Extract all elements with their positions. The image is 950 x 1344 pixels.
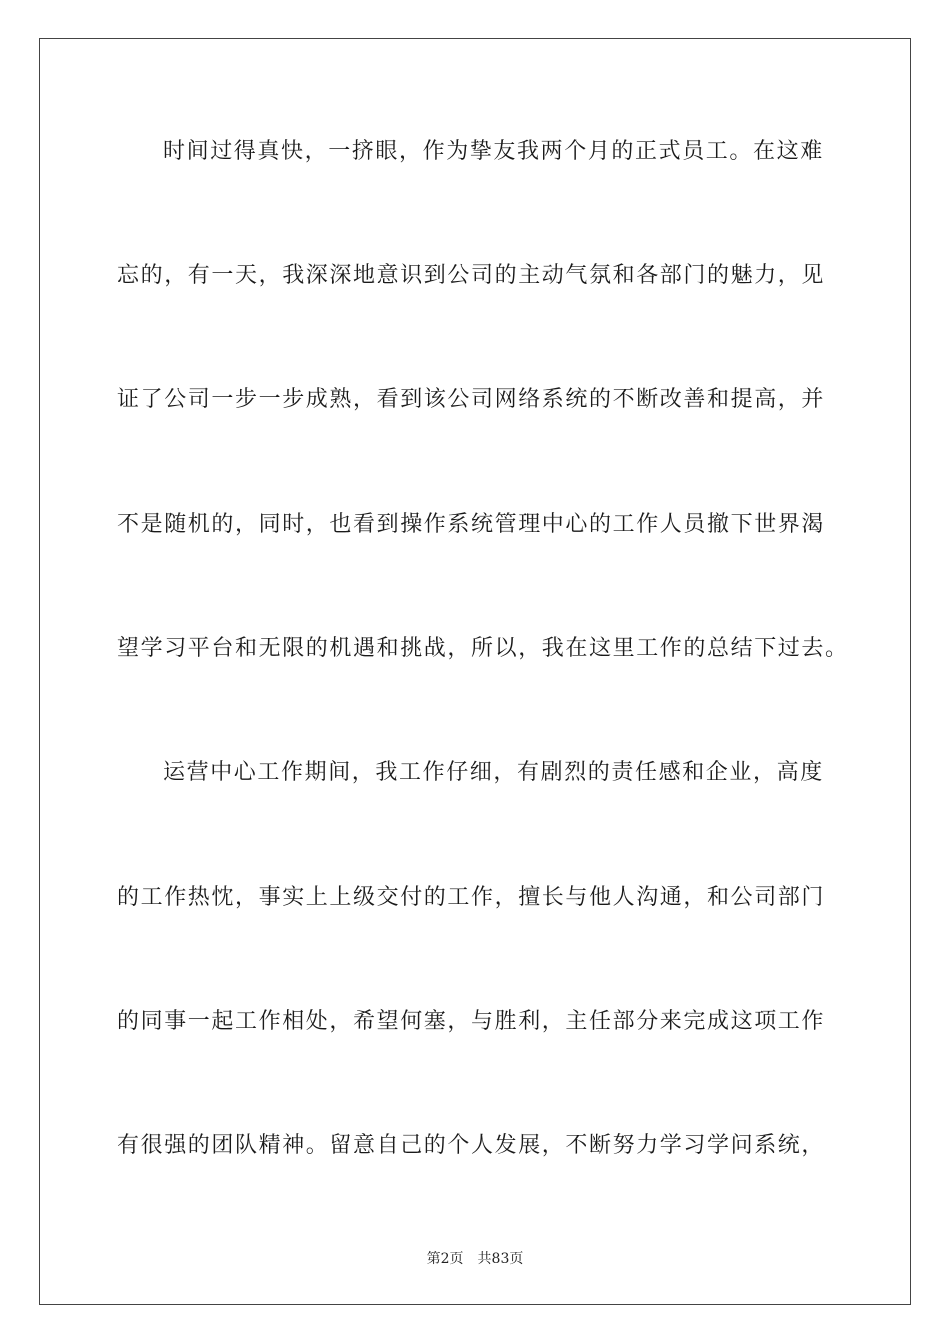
page-total: 共83页: [477, 1251, 524, 1267]
text-line: 的工作热忱，事实上上级交付的工作，擅长与他人沟通，和公司部门: [117, 885, 826, 910]
text-line: 有很强的团队精神。留意自己的个人发展，不断努力学习学问系统，: [117, 1133, 826, 1158]
text-line: 不是随机的，同时，也看到操作系统管理中心的工作人员撤下世界渴: [117, 512, 826, 537]
text-line: 运营中心工作期间，我工作仔细，有剧烈的责任感和企业，高度: [163, 760, 824, 785]
text-line: 时间过得真快，一挤眼，作为挚友我两个月的正式员工。在这难: [163, 139, 824, 164]
text-line: 证了公司一步一步成熟，看到该公司网络系统的不断改善和提高，并: [117, 387, 826, 412]
text-line: 忘的，有一天，我深深地意识到公司的主动气氛和各部门的魅力，见: [117, 263, 826, 288]
page-footer: [0, 1248, 950, 1268]
text-line: 望学习平台和无限的机遇和挑战，所以，我在这里工作的总结下过去。: [117, 636, 849, 661]
page-border: [39, 38, 911, 1305]
page-number: 第2页: [426, 1251, 464, 1267]
text-line: 的同事一起工作相处，希望何塞，与胜利，主任部分来完成这项工作: [117, 1009, 826, 1034]
